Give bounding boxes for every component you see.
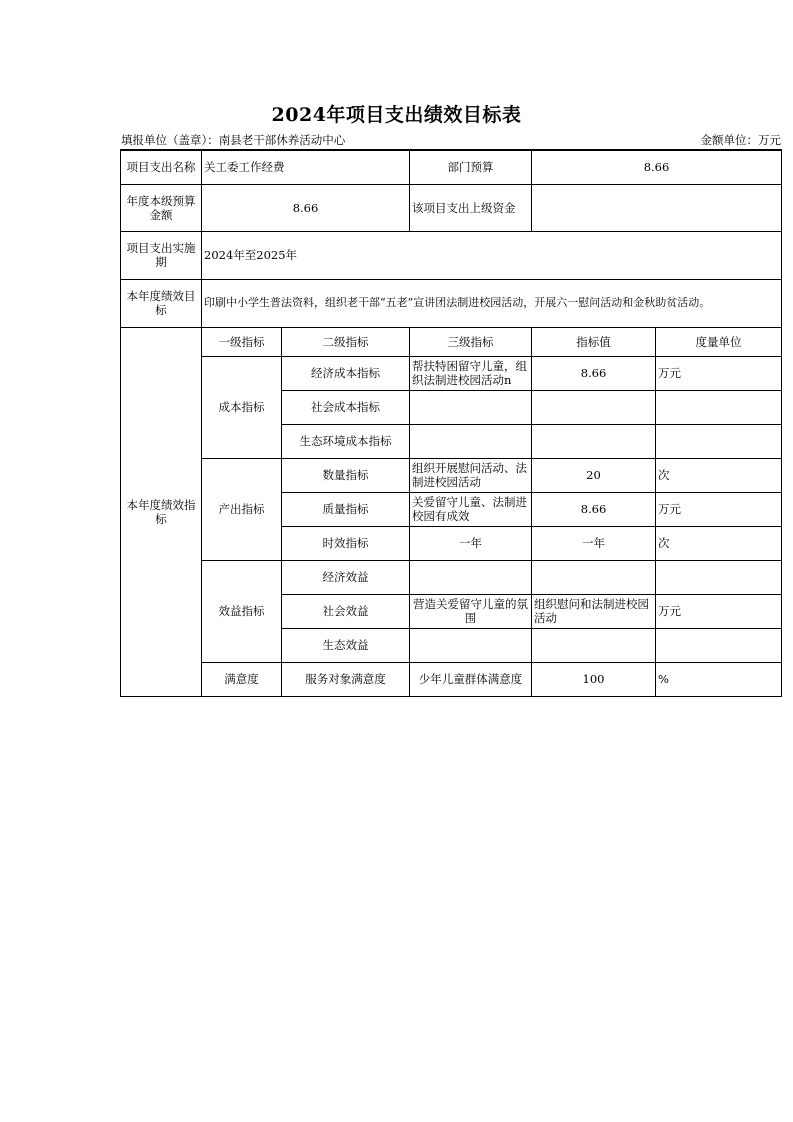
level3-cell: [410, 628, 532, 662]
dept-budget-label: 部门预算: [410, 150, 532, 184]
value-cell: [532, 560, 656, 594]
level3-cell: [410, 390, 532, 424]
value-cell: 8.66: [532, 356, 656, 390]
indicator-header-row: [121, 327, 782, 356]
goal-label: 本年度绩效目标: [121, 279, 202, 327]
header-level2: 二级指标: [282, 327, 410, 356]
table-row: [121, 662, 782, 696]
value-cell: 一年: [532, 526, 656, 560]
level2-cell: 经济成本指标: [282, 356, 410, 390]
level3-cell: 组织开展慰问活动、法制进校园活动: [410, 458, 532, 492]
goal-value: 印刷中小学生普法资料，组织老干部“五老”宣讲团法制进校园活动，开展六一慰问活动和金秋助贫活动。: [202, 279, 782, 327]
level3-cell: [410, 424, 532, 458]
goal-row: [121, 279, 782, 327]
dept-budget-value: 8.66: [532, 150, 782, 184]
annual-budget-label: 年度本级预算金额: [121, 184, 202, 231]
superior-funds-label: 该项目支出上级资金: [410, 184, 532, 231]
value-cell: [532, 390, 656, 424]
group-cost: 成本指标: [202, 356, 282, 458]
level3-cell: 少年儿童群体满意度: [410, 662, 532, 696]
header-level3: 三级指标: [410, 327, 532, 356]
annual-budget-value: 8.66: [202, 184, 410, 231]
unit-cell: [656, 390, 782, 424]
table-row: [121, 356, 782, 390]
level3-cell: 关爱留守儿童、法制进校园有成效: [410, 492, 532, 526]
level2-cell: 数量指标: [282, 458, 410, 492]
period-label: 项目支出实施期: [121, 231, 202, 279]
value-cell: [532, 424, 656, 458]
page-title: 2024年项目支出绩效目标表: [271, 104, 522, 126]
group-benefit: 效益指标: [202, 560, 282, 662]
level3-cell: [410, 560, 532, 594]
unit-cell: 万元: [656, 594, 782, 628]
value-cell: [532, 628, 656, 662]
value-cell: 8.66: [532, 492, 656, 526]
level3-cell: 营造关爱留守儿童的氛围: [410, 594, 532, 628]
project-name-label: 项目支出名称: [121, 150, 202, 184]
period-row: [121, 231, 782, 279]
header-unit: 度量单位: [656, 327, 782, 356]
level2-cell: 服务对象满意度: [282, 662, 410, 696]
level3-cell: 帮扶特困留守儿童，组织法制进校园活动n: [410, 356, 532, 390]
unit-cell: 万元: [656, 492, 782, 526]
annual-budget-row: [121, 184, 782, 231]
superior-funds-value: [532, 184, 782, 231]
unit-cell: %: [656, 662, 782, 696]
unit-cell: 万元: [656, 356, 782, 390]
header-value: 指标值: [532, 327, 656, 356]
table-row: [121, 560, 782, 594]
value-cell: 组织慰问和法制进校园活动: [532, 594, 656, 628]
unit-cell: [656, 628, 782, 662]
project-name-value: 关工委工作经费: [202, 150, 410, 184]
indicators-label: 本年度绩效指标: [121, 327, 202, 696]
amount-unit: 金额单位：万元: [700, 133, 781, 147]
level3-cell: 一年: [410, 526, 532, 560]
value-cell: 100: [532, 662, 656, 696]
period-value: 2024年至2025年: [202, 231, 782, 279]
level2-cell: 社会成本指标: [282, 390, 410, 424]
level2-cell: 生态环境成本指标: [282, 424, 410, 458]
unit-cell: [656, 560, 782, 594]
level2-cell: 社会效益: [282, 594, 410, 628]
level2-cell: 经济效益: [282, 560, 410, 594]
project-name-row: [121, 150, 782, 184]
group-output: 产出指标: [202, 458, 282, 560]
group-satisfaction: 满意度: [202, 662, 282, 696]
unit-cell: 次: [656, 458, 782, 492]
unit-cell: [656, 424, 782, 458]
level2-cell: 质量指标: [282, 492, 410, 526]
unit-cell: 次: [656, 526, 782, 560]
value-cell: 20: [532, 458, 656, 492]
level2-cell: 时效指标: [282, 526, 410, 560]
performance-table: [120, 149, 782, 697]
table-row: [121, 458, 782, 492]
header-level1: 一级指标: [202, 327, 282, 356]
level2-cell: 生态效益: [282, 628, 410, 662]
fill-unit: 填报单位（盖章）：南县老干部休养活动中心: [121, 133, 346, 147]
